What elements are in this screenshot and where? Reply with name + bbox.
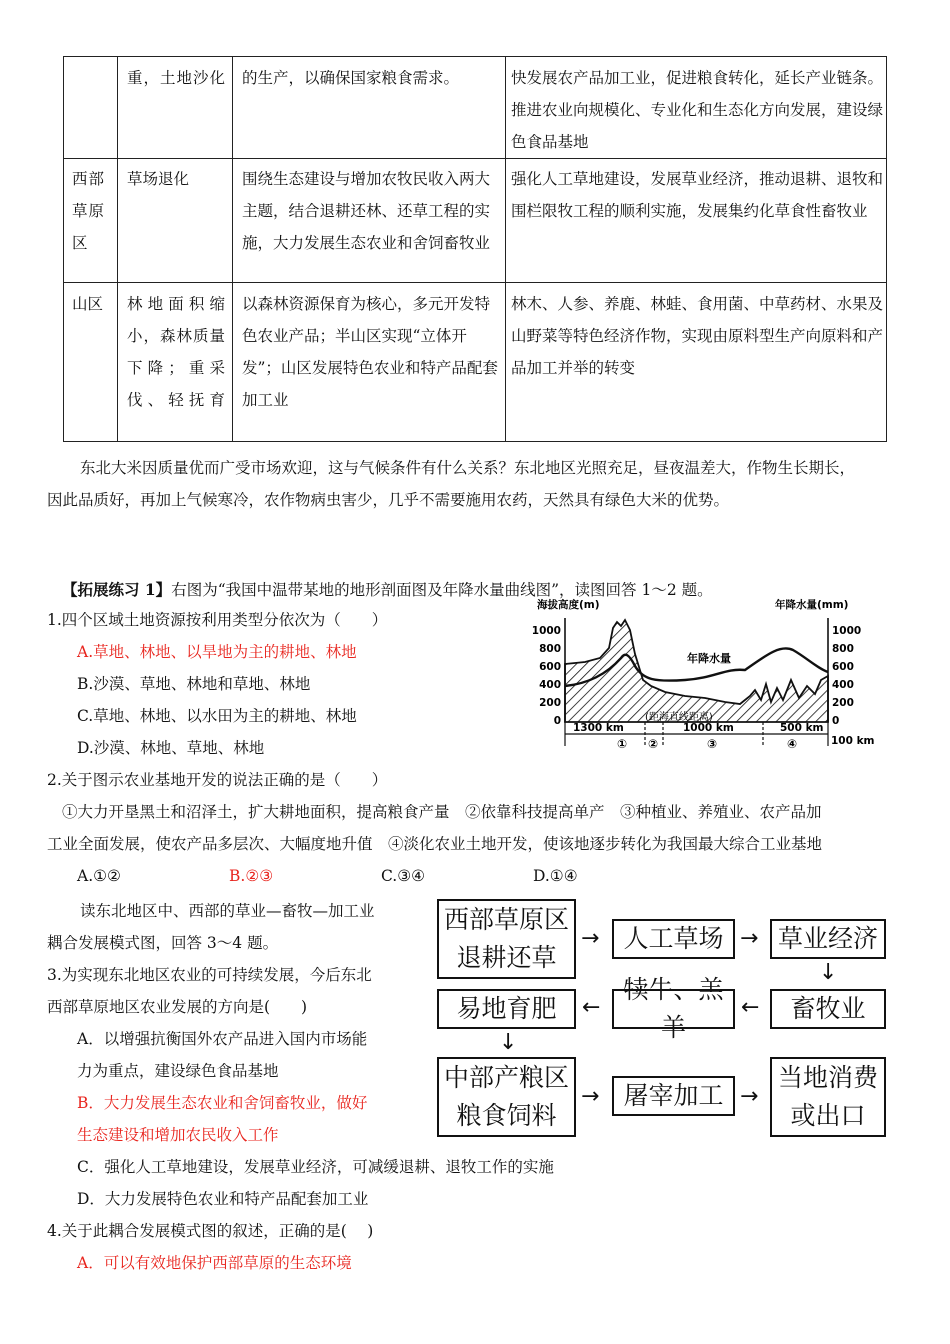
terrain-area (565, 620, 828, 722)
q3-stem-line2: 西部草原地区农业发展的方向是( ) (47, 998, 308, 1016)
left-tick: 600 (539, 661, 561, 673)
q3-option-b-line1: B．大力发展生态农业和舍饲畜牧业，做好 (77, 1094, 368, 1112)
table-row2-strategy: 围绕生态建设与增加农牧民收入两大主题，结合退耕还林、还草工程的实施，大力发展生态农业和舍饲畜牧业 (242, 170, 491, 252)
exercise-heading: 【拓展练习 1】 (62, 580, 172, 599)
q3-option-c: C．强化人工草地建设，发展草业经济，可减缓退耕、退牧工作的实施 (77, 1158, 554, 1176)
left-tick: 800 (539, 643, 561, 655)
flow-box-central-grain: 中部产粮区 粮食饲料 (437, 1057, 576, 1137)
paragraph-line1: 东北大米因质量优而广受市场欢迎，这与气候条件有什么关系？东北地区光照充足，昼夜温差大，作物生长期长， (80, 459, 856, 477)
q2-stem: 2.关于图示农业基地开发的说法正确的是（ ） (47, 771, 388, 789)
q3-option-d: D．大力发展特色农业和特产品配套加工业 (77, 1190, 369, 1208)
q1-option-b: B.沙漠、草地、林地和草地、林地 (77, 675, 311, 693)
terrain-profile-chart (525, 596, 875, 774)
right-tick: 200 (832, 697, 854, 709)
table-row3-strategy: 以森林资源保育为核心，多元开发特色农业产品；半山区实现“立体开发”；山区发展特色农业和特产品配套加工业 (242, 295, 498, 409)
left-tick: 400 (539, 679, 561, 691)
region-table (63, 56, 887, 442)
q2-option-a: A.①② (77, 867, 121, 885)
left-axis-title: 海拔高度(m) (537, 599, 600, 611)
flow-box-artificial-pasture: 人工草场 (612, 919, 735, 959)
q2-option-d: D.①④ (533, 867, 578, 885)
flow-box-west-grassland: 西部草原区 退耕还草 (437, 899, 576, 979)
q2-statements-line1: ①大力开垦黑土和沼泽土，扩大耕地面积，提高粮食产量 ②依靠科技提高单产 ③种植业、养殖业、农产品加 (62, 803, 822, 821)
exercise-intro: 右图为“我国中温带某地的地形剖面图及年降水量曲线图”，读图回答 1～2 题。 (171, 581, 713, 599)
paragraph-line2: 因此品质好，再加上气候寒冷，农作物病虫害少，几乎不需要施用农药，天然具有绿色大米的优势。 (47, 491, 730, 509)
right-tick: 800 (832, 643, 854, 655)
flow-box-off-site-fattening: 易地育肥 (437, 989, 576, 1029)
table-row1-problem: 重，土地沙化 (127, 69, 225, 87)
left-tick: 0 (553, 715, 561, 727)
curve-label: 年降水量 (687, 652, 731, 665)
arrow-right-icon: → (740, 926, 759, 951)
q2-option-c: C.③④ (381, 867, 426, 885)
arrow-right-icon: → (581, 1084, 600, 1109)
table-row2-measures: 强化人工草地建设，发展草业经济，推动退耕、退牧和围栏限牧工程的顺利实施，发展集约化草食性畜牧业 (511, 170, 884, 220)
flow-box-consumption-export: 当地消费 或出口 (770, 1057, 886, 1137)
q4-stem: 4.关于此耦合发展模式图的叙述，正确的是( ) (47, 1222, 374, 1240)
right-tick: 400 (832, 679, 854, 691)
q2-statements-line2: 工业全面发展，使农产品多层次、大幅度地升值 ④淡化农业土地开发，使该地逐步转化为我国最大综合工业基地 (47, 835, 823, 853)
q3-option-b-line2: 生态建设和增加农民收入工作 (77, 1126, 279, 1144)
arrow-right-icon: → (581, 926, 600, 951)
table-row2-region: 西部草原区 (72, 170, 106, 252)
q3-option-a-line2: 力为重点，建设绿色食品基地 (77, 1062, 279, 1080)
right-tick: 600 (832, 661, 854, 673)
q2-option-b: B.②③ (229, 867, 274, 885)
right-ticks (832, 625, 861, 727)
flow-box-animal-husbandry: 畜牧业 (770, 989, 886, 1029)
q3-option-a-line1: A．以增强抗衡国外农产品进入国内市场能 (77, 1030, 368, 1048)
arrow-down-icon: ↓ (819, 960, 838, 985)
intro2-line2: 耦合发展模式图，回答 3～4 题。 (47, 934, 279, 952)
segment-distance: 500 km (780, 722, 824, 734)
q1-stem: 1.四个区域土地资源按利用类型分依次为（ ） (47, 611, 388, 629)
left-tick: 200 (539, 697, 561, 709)
flow-box-grass-economy: 草业经济 (770, 919, 886, 959)
left-ticks (532, 625, 561, 727)
arrow-left-icon: ← (582, 995, 601, 1020)
q1-option-a: A.草地、林地、以旱地为主的耕地、林地 (77, 643, 357, 661)
arrow-right-icon: → (740, 1084, 759, 1109)
intro2-line1: 读东北地区中、西部的草业—畜牧—加工业 (80, 902, 375, 920)
table-row1-measures: 快发展农产品加工业，促进粮食转化，延长产业链条。推进农业向规模化、专业化和生态化方向发展，建设绿色食品基地 (511, 69, 884, 151)
segment-distance: 1300 km (573, 722, 624, 734)
table-row2-problem: 草场退化 (127, 170, 190, 188)
segment-number: ③ (707, 737, 718, 751)
q1-option-d: D.沙漠、林地、草地、林地 (77, 739, 265, 757)
flow-box-slaughter-processing: 屠宰加工 (612, 1076, 735, 1116)
q1-option-c: C.草地、林地、以水田为主的耕地、林地 (77, 707, 357, 725)
arrow-left-icon: ← (741, 995, 760, 1020)
q4-option-a: A．可以有效地保护西部草原的生态环境 (77, 1254, 352, 1272)
segment-distance: 1000 km (683, 722, 734, 734)
table-row3-measures: 林木、人参、养鹿、林蛙、食用菌、中草药材、水果及山野菜等特色经济作物，实现由原料型生产向原料和产品加工并举的转变 (511, 295, 884, 377)
right-axis-title: 年降水量(mm) (775, 599, 849, 611)
q3-stem-line1: 3.为实现东北地区农业的可持续发展，今后东北 (47, 966, 372, 984)
table-row1-strategy: 的生产，以确保国家粮食需求。 (242, 69, 460, 87)
right-tick: 1000 (832, 625, 862, 637)
flow-box-calves-lambs: 犊牛、羔羊 (612, 989, 735, 1029)
table-row3-problem: 林地面积缩小，森林质量下降；重采伐、轻抚育 (127, 295, 225, 409)
arrow-down-icon: ↓ (499, 1030, 518, 1055)
left-tick: 1000 (531, 625, 561, 637)
segment-number: ① (617, 737, 628, 751)
right-tick: 0 (832, 715, 840, 727)
segment-number: ④ (787, 737, 798, 751)
baseline-label: (距海直线距离) (645, 712, 713, 723)
segment-number: ② (648, 737, 659, 751)
scale-label: 100 km (831, 735, 875, 747)
table-row3-region: 山区 (72, 295, 104, 313)
